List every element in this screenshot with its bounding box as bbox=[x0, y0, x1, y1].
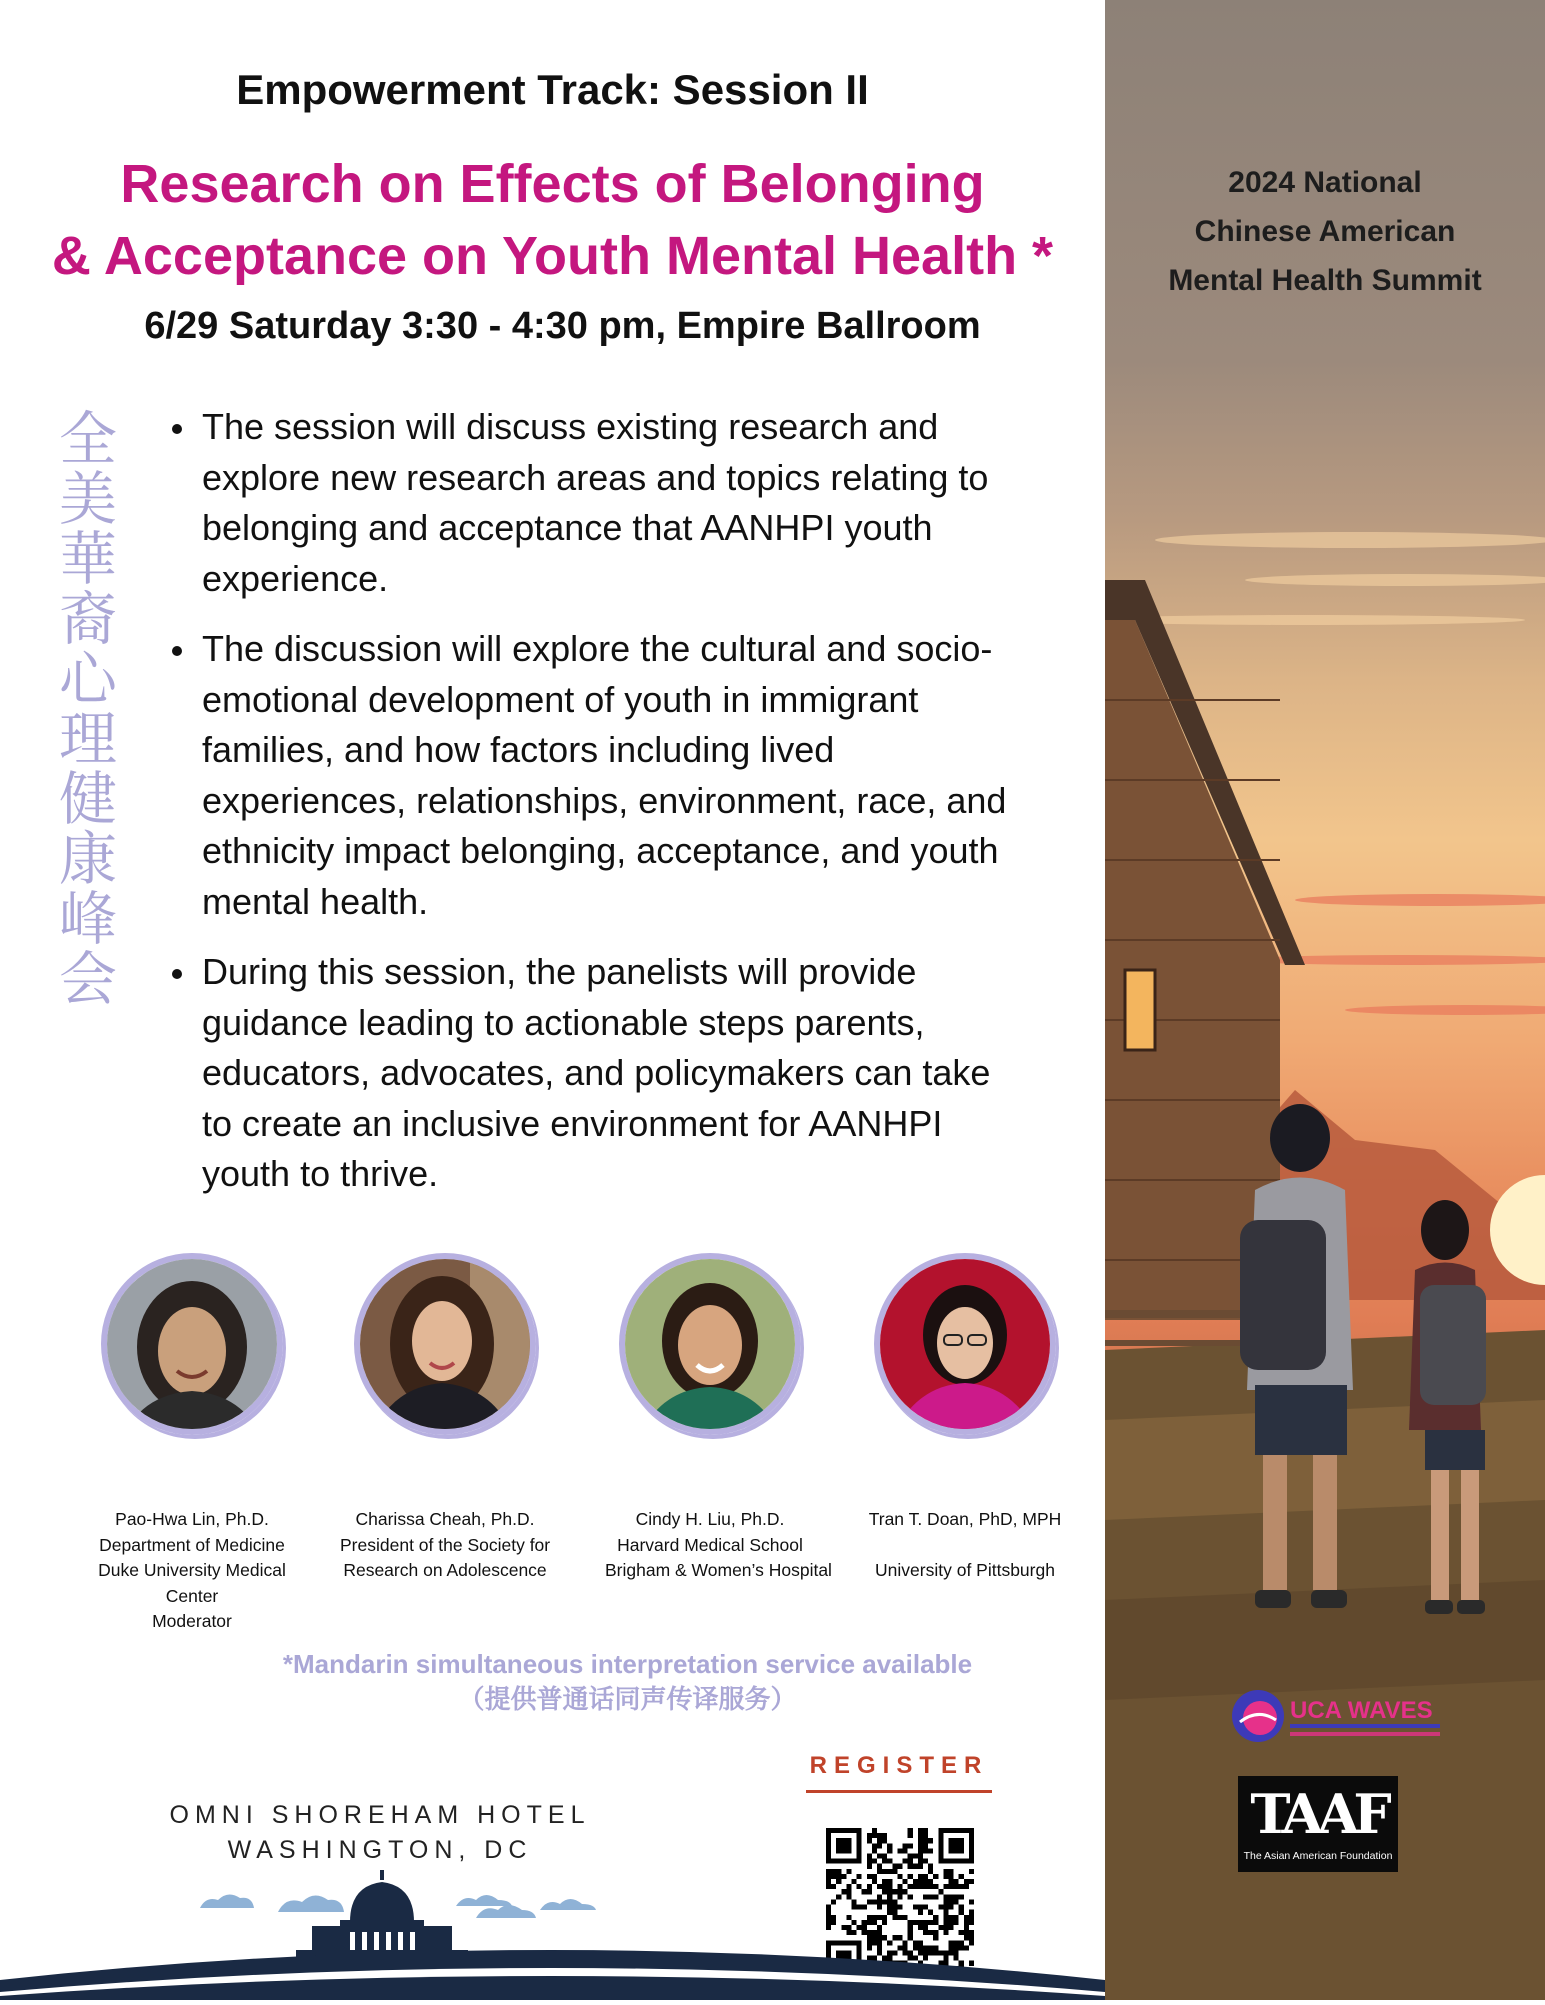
taaf-logo-name: The Asian American Foundation bbox=[1243, 1850, 1393, 1862]
panelist-caption bbox=[860, 1507, 1070, 1583]
session-title bbox=[0, 148, 1105, 292]
panelist-caption bbox=[340, 1507, 550, 1584]
capitol-illustration bbox=[0, 1860, 1105, 2000]
venue bbox=[140, 1798, 620, 1868]
description-bullet-3: During this session, the panelists will provide guidance leading to actionable steps parents, educators, advocates, and policymakers can take to create an inclusive environment for AANHPI youth to thrive. bbox=[172, 947, 1012, 1200]
session-track-heading: Empowerment Track: Session II bbox=[236, 66, 869, 113]
summit-name bbox=[1105, 158, 1545, 305]
panelist-affiliation: Brigham & Women’s Hospital bbox=[605, 1560, 832, 1580]
taaf-logo bbox=[1238, 1776, 1398, 1872]
panelist-affiliation bbox=[860, 1533, 1070, 1558]
taaf-logo-mark: TAAF bbox=[1250, 1782, 1386, 1846]
session-datetime: 6/29 Saturday 3:30 - 4:30 pm, Empire Ballroom bbox=[144, 305, 981, 347]
panelist-photo bbox=[354, 1253, 536, 1435]
uca-waves-logo bbox=[1230, 1688, 1450, 1744]
panelist-affiliation: Harvard Medical School bbox=[617, 1534, 803, 1555]
panelist-name: Charissa Cheah, Ph.D. bbox=[355, 1509, 535, 1529]
session-title-line-2: & Acceptance on Youth Mental Health * bbox=[51, 226, 1054, 286]
panelist-card bbox=[860, 1253, 1070, 1583]
panelist-role: Moderator bbox=[152, 1611, 232, 1631]
panelist-affiliation: President of the Society for bbox=[340, 1534, 551, 1555]
session-description-list bbox=[172, 402, 1012, 1220]
summit-name-line-1: 2024 National bbox=[1228, 166, 1422, 199]
panelist-affiliation: Research on Adolescence bbox=[343, 1560, 547, 1580]
interpretation-note bbox=[0, 1646, 1255, 1718]
panelist-caption bbox=[605, 1507, 832, 1584]
panelist-affiliation: Department of Medicine bbox=[99, 1534, 285, 1555]
summit-name-line-3: Mental Health Summit bbox=[1168, 264, 1482, 297]
panelist-card bbox=[87, 1253, 297, 1635]
session-title-line-1: Research on Effects of Belonging bbox=[120, 154, 985, 214]
register-underline bbox=[806, 1790, 992, 1793]
summit-name-line-2: Chinese American bbox=[1194, 215, 1456, 248]
summit-chinese-name: 全美華裔心理健康峰会 bbox=[49, 408, 117, 1008]
venue-hotel: OMNI SHOREHAM HOTEL bbox=[169, 1801, 591, 1829]
uca-waves-wordmark: UCA WAVES bbox=[1290, 1697, 1433, 1724]
description-bullet-2: The discussion will explore the cultural and socio-emotional development of youth in immigrant families, and how factors including lived experiences, relationships, environment, race, and ethnicity impact belonging, acceptance, and youth mental health. bbox=[172, 624, 1012, 927]
panelist-photo bbox=[101, 1253, 283, 1435]
panelist-photo bbox=[619, 1253, 801, 1435]
panelist-affiliation: Duke University Medical bbox=[98, 1560, 286, 1580]
panelist-photo bbox=[874, 1253, 1056, 1435]
panelist-caption bbox=[87, 1507, 297, 1635]
panelist-card bbox=[340, 1253, 550, 1584]
panelist-card bbox=[605, 1253, 832, 1584]
interpretation-note-en: *Mandarin simultaneous interpretation service available bbox=[282, 1649, 973, 1679]
venue-city: WASHINGTON, DC bbox=[227, 1836, 533, 1864]
panelist-name: Tran T. Doan, PhD, MPH bbox=[868, 1509, 1062, 1529]
panelist-name: Pao-Hwa Lin, Ph.D. bbox=[115, 1509, 269, 1529]
description-bullet-1: The session will discuss existing research and explore new research areas and topics relating to belonging and acceptance that AANHPI youth experience. bbox=[172, 402, 1012, 604]
panelist-affiliation: Center bbox=[165, 1585, 219, 1606]
interpretation-note-zh: （提供普通话同声传译服务） bbox=[458, 1685, 797, 1715]
register-label[interactable]: REGISTER bbox=[809, 1752, 989, 1779]
panelist-name: Cindy H. Liu, Ph.D. bbox=[635, 1509, 785, 1529]
panelist-affiliation: University of Pittsburgh bbox=[875, 1559, 1055, 1580]
